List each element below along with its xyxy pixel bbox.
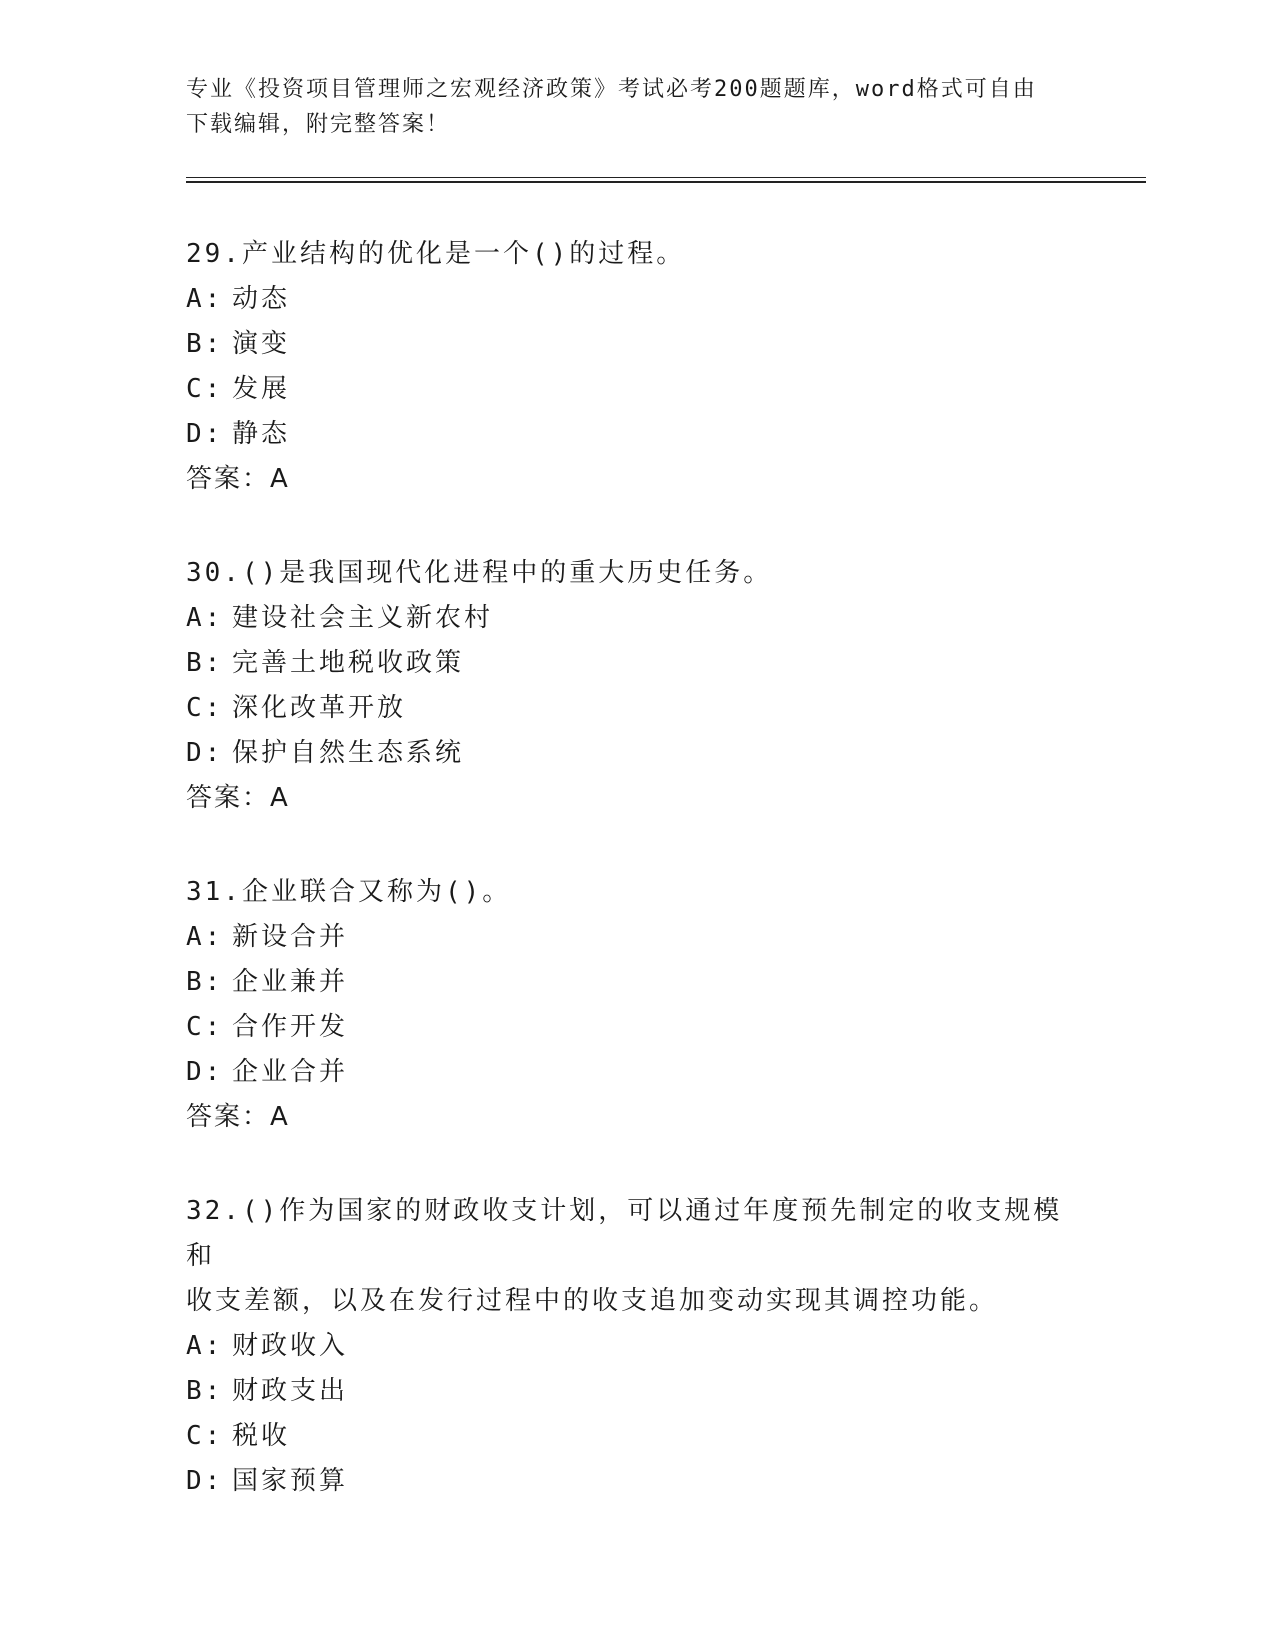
- option-letter: C:: [186, 1012, 224, 1042]
- option-letter: B:: [186, 1376, 224, 1406]
- document-header: [186, 72, 1066, 142]
- question-stem: 29.产业结构的优化是一个()的过程。: [186, 239, 686, 269]
- question-30: [186, 551, 1086, 821]
- option-text: 新设合并: [232, 922, 349, 952]
- option-c: [186, 1005, 1086, 1050]
- option-text: 完善土地税收政策: [232, 648, 465, 678]
- option-d: [186, 1459, 1086, 1504]
- header-divider-thick: [186, 181, 1146, 183]
- option-a: [186, 915, 1086, 960]
- option-text: 演变: [232, 329, 291, 359]
- option-letter: B:: [186, 329, 224, 359]
- option-a: [186, 596, 1086, 641]
- option-b: [186, 960, 1086, 1005]
- option-letter: B:: [186, 648, 224, 678]
- option-b: [186, 1369, 1086, 1414]
- option-letter: D:: [186, 1057, 224, 1087]
- option-text: 建设社会主义新农村: [232, 603, 494, 633]
- option-text: 税收: [232, 1421, 291, 1451]
- question-32: [186, 1189, 1086, 1504]
- question-list: [186, 232, 1086, 1553]
- header-line-1: 专业《投资项目管理师之宏观经济政策》考试必考200题题库，word格式可自由: [186, 77, 1037, 102]
- option-text: 财政收入: [232, 1331, 349, 1361]
- option-text: 国家预算: [232, 1466, 349, 1496]
- question-31: [186, 870, 1086, 1140]
- option-d: [186, 412, 1086, 457]
- option-a: [186, 1324, 1086, 1369]
- option-letter: C:: [186, 374, 224, 404]
- option-text: 财政支出: [232, 1376, 349, 1406]
- option-letter: C:: [186, 693, 224, 723]
- option-letter: D:: [186, 738, 224, 768]
- question-stem: 30.()是我国现代化进程中的重大历史任务。: [186, 558, 773, 588]
- option-b: [186, 322, 1086, 367]
- option-text: 动态: [232, 284, 291, 314]
- option-letter: D:: [186, 1466, 224, 1496]
- answer-line: 答案：A: [186, 1102, 290, 1132]
- answer-line: 答案：A: [186, 464, 290, 494]
- question-29: [186, 232, 1086, 502]
- option-text: 静态: [232, 419, 291, 449]
- option-text: 深化改革开放: [232, 693, 407, 723]
- question-stem: 31.企业联合又称为()。: [186, 877, 512, 907]
- option-text: 保护自然生态系统: [232, 738, 465, 768]
- option-text: 企业兼并: [232, 967, 349, 997]
- answer-line: 答案：A: [186, 783, 290, 813]
- option-letter: B:: [186, 967, 224, 997]
- option-text: 企业合并: [232, 1057, 349, 1087]
- option-letter: D:: [186, 419, 224, 449]
- option-letter: A:: [186, 922, 224, 952]
- question-stem: 32.()作为国家的财政收支计划，可以通过年度预先制定的收支规模和 收支差额，以及在发行过程中的收支追加变动实现其调控功能。: [186, 1196, 1063, 1316]
- header-divider-thin: [186, 177, 1146, 178]
- option-a: [186, 277, 1086, 322]
- option-b: [186, 641, 1086, 686]
- option-c: [186, 686, 1086, 731]
- option-text: 发展: [232, 374, 291, 404]
- option-letter: A:: [186, 603, 224, 633]
- option-text: 合作开发: [232, 1012, 349, 1042]
- option-d: [186, 1050, 1086, 1095]
- option-d: [186, 731, 1086, 776]
- header-line-2: 下载编辑，附完整答案！: [186, 112, 451, 137]
- option-letter: A:: [186, 284, 224, 314]
- option-letter: C:: [186, 1421, 224, 1451]
- option-c: [186, 1414, 1086, 1459]
- option-c: [186, 367, 1086, 412]
- option-letter: A:: [186, 1331, 224, 1361]
